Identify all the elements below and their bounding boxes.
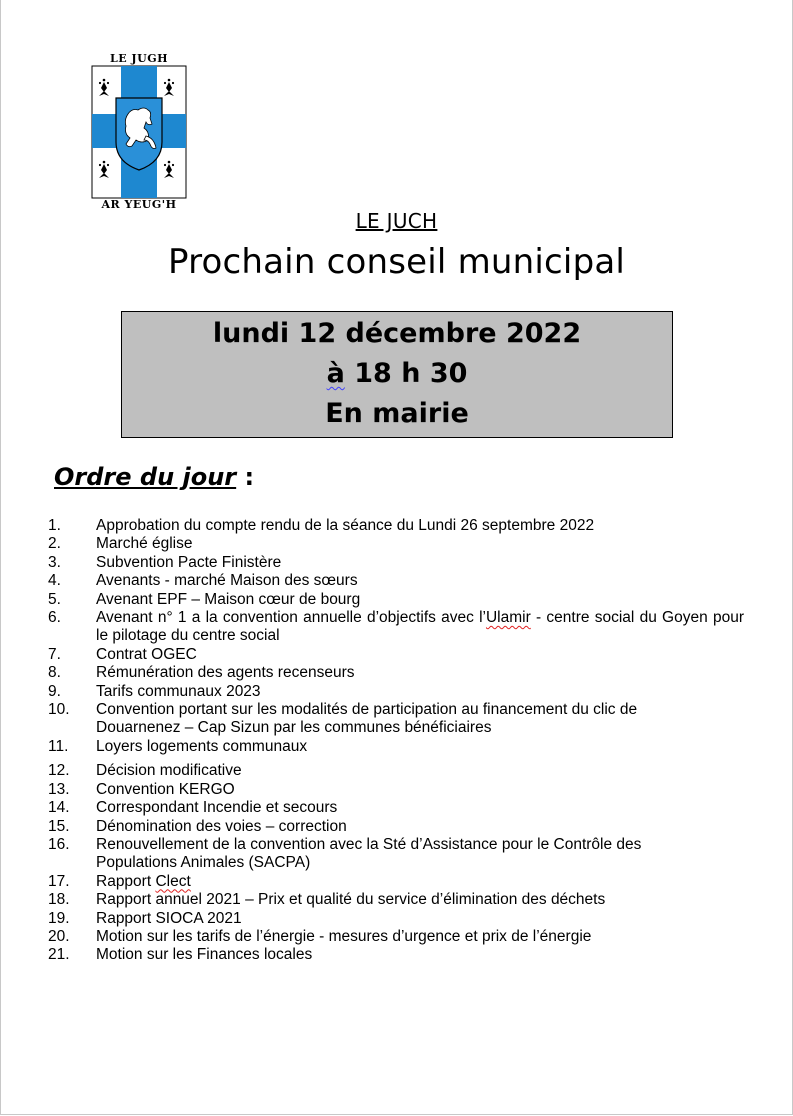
agenda-heading <box>54 463 254 491</box>
agenda-item-number: 9. <box>48 682 61 700</box>
agenda-item-number: 3. <box>48 553 61 571</box>
coat-of-arms-logo <box>90 52 188 214</box>
page-title: Prochain conseil municipal <box>167 242 626 282</box>
agenda-item-number: 15. <box>48 817 70 835</box>
agenda-item-number: 20. <box>48 927 70 945</box>
agenda-item-text: Rapport SIOCA 2021 <box>96 909 242 927</box>
agenda-item <box>0 818 744 836</box>
agenda-item-text: Rémunération des agents recenseurs <box>96 664 355 682</box>
agenda-item <box>0 762 744 780</box>
agenda-item-text-part: Rapport <box>96 872 156 890</box>
agenda-item-text: Contrat OGEC <box>96 645 197 663</box>
agenda-item-number: 19. <box>48 909 70 927</box>
agenda-item-number: 13. <box>48 780 70 798</box>
agenda-item-text: Dénomination des voies – correction <box>96 817 347 835</box>
agenda-item-text <box>96 873 191 890</box>
agenda-item-text: Convention portant sur les modalités de participation au financement du clic de Douarnenez – Cap Sizun par les communes bénéficiaires <box>96 701 638 737</box>
agenda-item <box>0 609 744 646</box>
agenda-item-number: 18. <box>48 891 70 909</box>
agenda-item-text-part: Clect <box>155 872 191 890</box>
agenda-item-text: Loyers logements communaux <box>96 737 308 755</box>
agenda-item <box>0 799 744 817</box>
agenda-item-number: 6. <box>48 609 61 627</box>
meeting-time-value: 18 h 30 <box>354 358 468 389</box>
agenda-item-number: 8. <box>48 664 61 682</box>
agenda-item <box>0 910 744 928</box>
commune-name: LE JUCH <box>355 209 438 233</box>
agenda-item-text-part: Ulamir <box>485 609 531 627</box>
agenda-item-text: Approbation du compte rendu de la séance du Lundi 26 septembre 2022 <box>96 517 595 534</box>
agenda-item <box>0 738 744 756</box>
meeting-time <box>122 358 672 389</box>
agenda-item-number: 1. <box>48 517 61 534</box>
agenda-item-text: Avenants - marché Maison des sœurs <box>96 572 358 590</box>
agenda-item <box>0 928 744 946</box>
agenda-item-text: Motion sur les Finances locales <box>96 946 313 964</box>
agenda-item <box>0 873 744 891</box>
agenda-list <box>0 517 793 965</box>
agenda-item-text: Renouvellement de la convention avec la Sté d’Assistance pour le Contrôle des Populations Animales (SACPA) <box>96 835 642 872</box>
agenda-item-text: Subvention Pacte Finistère <box>96 553 282 571</box>
logo-bottom-text: AR YEUG'H <box>101 198 177 211</box>
meeting-time-prefix: à <box>326 358 345 389</box>
agenda-item-number: 7. <box>48 645 61 663</box>
agenda-item <box>0 701 666 738</box>
agenda-item-text: Convention KERGO <box>96 780 235 798</box>
agenda-item <box>0 836 676 873</box>
meeting-info-box <box>121 311 673 438</box>
meeting-date: lundi 12 décembre 2022 <box>212 318 582 349</box>
agenda-item <box>0 591 744 609</box>
agenda-item-text: Motion sur les tarifs de l’énergie - mesures d’urgence et prix de l’énergie <box>96 927 592 945</box>
agenda-item <box>0 891 744 909</box>
agenda-item-number: 14. <box>48 799 70 817</box>
agenda-item <box>0 535 744 553</box>
agenda-item-number: 21. <box>48 946 70 964</box>
coat-of-arms-image <box>90 52 188 214</box>
agenda-item <box>0 554 744 572</box>
agenda-heading-colon: : <box>236 463 255 491</box>
agenda-item-text-part: - centre social du Goyen pour le pilotage du centre social <box>96 609 744 645</box>
agenda-item-text: Avenant EPF – Maison cœur de bourg <box>96 590 361 608</box>
agenda-item-number: 11. <box>48 737 69 755</box>
agenda-item-number: 12. <box>48 762 70 780</box>
logo-top-text: LE JUGH <box>109 52 169 65</box>
agenda-item-number: 2. <box>48 535 61 553</box>
agenda-item <box>0 683 744 701</box>
agenda-item-number: 10. <box>48 701 70 719</box>
agenda-item-text: Marché église <box>96 535 193 553</box>
agenda-item-text: Correspondant Incendie et secours <box>96 799 338 817</box>
agenda-item-text: Rapport annuel 2021 – Prix et qualité du service d’élimination des déchets <box>96 891 606 909</box>
agenda-item-text <box>96 609 744 646</box>
agenda-heading-text: Ordre du jour <box>54 463 237 491</box>
agenda-item-text: Tarifs communaux 2023 <box>96 682 261 700</box>
agenda-item-text-part: Avenant n° 1 a la convention annuelle d’objectifs avec l’ <box>96 609 486 627</box>
agenda-item <box>0 517 744 535</box>
agenda-item-number: 17. <box>48 872 70 890</box>
agenda-item-number: 16. <box>48 835 70 853</box>
meeting-place: En mairie <box>325 398 469 429</box>
agenda-item-number: 4. <box>48 572 61 590</box>
agenda-item <box>0 646 744 664</box>
agenda-item <box>0 664 744 682</box>
agenda-item <box>0 781 744 799</box>
agenda-item-number: 5. <box>48 590 61 608</box>
agenda-item-text: Décision modificative <box>96 762 242 780</box>
agenda-item <box>0 572 744 590</box>
agenda-item <box>0 946 744 964</box>
